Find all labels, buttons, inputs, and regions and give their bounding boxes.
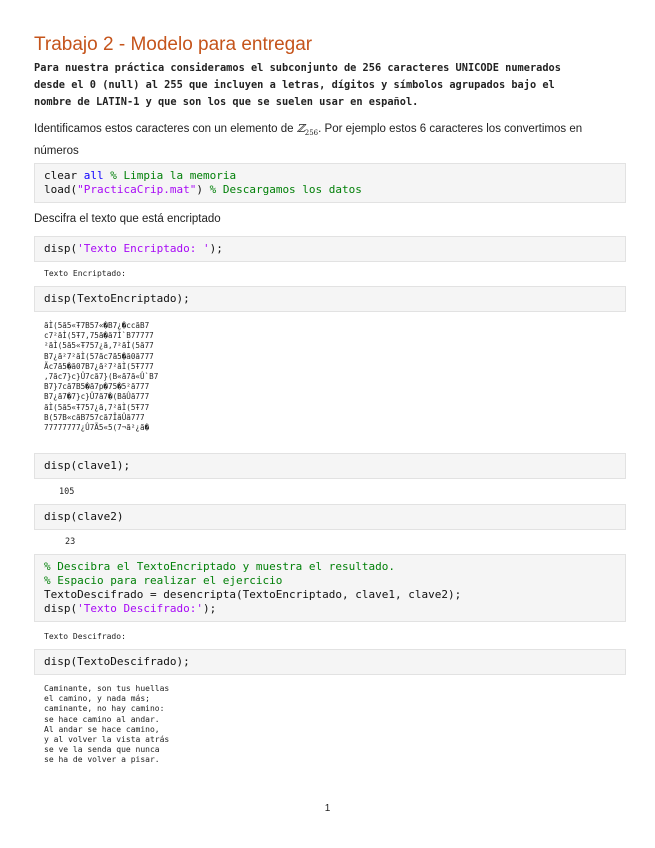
code-line: clear all % Limpia la memoria <box>44 169 237 182</box>
code-line: disp(TextoEncriptado); <box>44 292 190 305</box>
output-line: se ve la senda que nunca <box>44 745 160 755</box>
output-line: el camino, y nada más; <box>44 694 150 704</box>
code-block-disp-clave1[interactable] <box>34 453 626 479</box>
code-line: load("PracticaCrip.mat") % Descargamos los datos <box>44 183 362 196</box>
output-encrypted-text <box>44 321 158 433</box>
decrypt-instruction: Descifra el texto que está encriptado <box>34 213 221 225</box>
output-line: c7²ãÌ(5Ŧ7,75ã�ã7Ì`B77777 <box>44 331 154 341</box>
intro-line: nombre de LATIN-1 y que son los que se suelen usar en español. <box>34 96 419 108</box>
intro-paragraph <box>34 60 629 111</box>
output-line: ,7ãc7}c}Û7cã7}(B«ã7ã«Û`B7 <box>44 372 159 382</box>
output-line: y al volver la vista atrás <box>44 735 170 745</box>
output-line: 77777777¿Û7Ã5«5(7¬ã²¿ã� <box>44 423 150 433</box>
output-line: se hace camino al andar. <box>44 714 160 724</box>
code-line: TextoDescifrado = desencripta(TextoEncriptado, clave1, clave2); <box>44 588 462 601</box>
intro-line: desde el 0 (null) al 255 que incluyen a letras, dígitos y símbolos agrupados bajo el <box>34 79 555 91</box>
code-block-load[interactable] <box>34 163 626 203</box>
code-line: disp(TextoDescifrado); <box>44 655 190 668</box>
output-line: caminante, no hay camino: <box>44 704 165 714</box>
intro-line: Para nuestra práctica consideramos el subconjunto de 256 caracteres UNICODE numerados <box>34 62 561 74</box>
page-title: Trabajo 2 - Modelo para entregar <box>34 34 313 55</box>
code-block-disp-clave2[interactable] <box>34 504 626 530</box>
output-line: ²ãÌ(5ã5«Ŧ757¿ã,7²ãÌ(5ã77 <box>44 341 154 351</box>
code-line: disp('Texto Encriptado: '); <box>44 242 223 255</box>
code-line: % Espacio para realizar el ejercicio <box>44 574 283 587</box>
output-decrypted-label: Texto Descifrado: <box>44 632 126 641</box>
output-line: se ha de volver a pisar. <box>44 755 160 765</box>
output-line: B7}7cã7B5�ã7p�75�5²ã777 <box>44 382 150 392</box>
paragraph-line: Identificamos estos caracteres con un elemento de ℤ$_{256}$. Por ejemplo estos 6 caracteres los convertimos en <box>34 122 583 138</box>
output-line: Al andar se hace camino, <box>44 724 160 734</box>
output-line: B(57B«cãB757cã7ÎãÛã777 <box>44 412 145 422</box>
z256-symbol: ℤ$_{256}$ <box>296 122 319 138</box>
code-block-disp-label[interactable] <box>34 236 626 262</box>
output-line: Caminante, son tus huellas <box>44 684 170 693</box>
code-block-decrypt[interactable] <box>34 554 626 622</box>
output-clave1: 105 <box>59 487 75 497</box>
output-encrypted-label: Texto Encriptado: <box>44 269 126 278</box>
output-line: ãÌ(5ã5«Ŧ7B57«�B7¿�ccãB7 <box>44 321 150 330</box>
output-clave2: 23 <box>65 537 76 547</box>
output-line: ãÌ(5ã5«Ŧ757¿ã,7²ãÌ(5Ŧ77 <box>44 402 150 412</box>
output-decrypted-text <box>44 684 169 766</box>
code-line: disp('Texto Descifrado:'); <box>44 602 217 615</box>
output-line: Ãc7ã5�ã07B7¿ã²7²ãÌ(5Ŧ777 <box>44 361 154 371</box>
identification-paragraph <box>34 120 629 160</box>
page-number: 1 <box>324 803 331 814</box>
output-line: B7¿ã7�7}c}Û7ã7�(BãÛã777 <box>44 392 150 402</box>
code-line: % Descibra el TextoEncriptado y muestra el resultado. <box>44 560 395 573</box>
paragraph-line: números <box>34 145 79 158</box>
code-block-disp-decrypted[interactable] <box>34 649 626 675</box>
output-line: B7¿ã²7²ãÌ(57ãc7ã5�ã0ã777 <box>44 351 154 361</box>
code-line: disp(clave2) <box>44 510 124 523</box>
code-line: disp(clave1); <box>44 459 131 472</box>
code-block-disp-encrypted[interactable] <box>34 286 626 312</box>
